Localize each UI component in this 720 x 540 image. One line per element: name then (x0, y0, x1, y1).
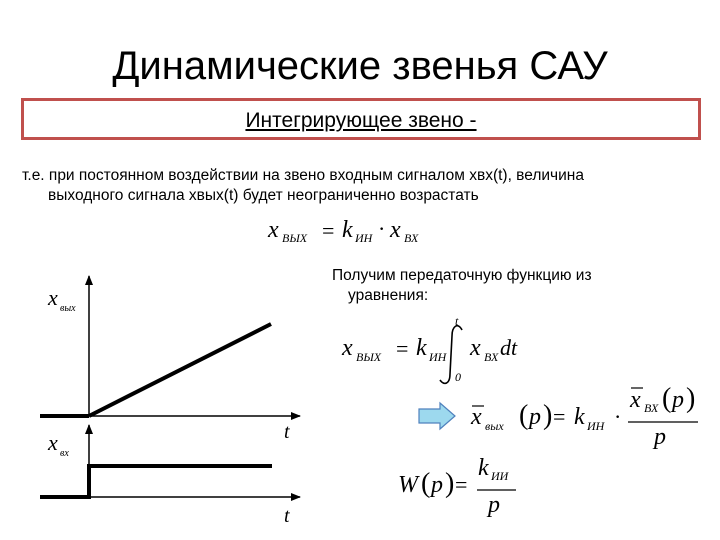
input-step-line (40, 466, 272, 497)
input-y-label: x (48, 430, 58, 455)
input-y-label-sub: вх (60, 448, 69, 459)
output-graph (40, 276, 300, 443)
description-line1: т.е. при постоянном воздействии на звено входным сигналом xвх(t), величина (22, 167, 584, 184)
right-arrow-icon (419, 403, 455, 429)
input-graph (40, 425, 300, 527)
description-line2: выходного сигнала xвых(t) будет неограниченно возрастать (48, 187, 479, 204)
slide-title: Динамические звенья САУ (112, 44, 608, 88)
formula-marks (440, 326, 698, 490)
input-x-label: t (284, 505, 290, 527)
note-line1: Получим передаточную функцию из (332, 267, 592, 284)
output-y-label-sub: вых (60, 303, 76, 314)
output-y-label: x (48, 285, 58, 310)
output-x-label: t (284, 421, 290, 443)
integral-sign (440, 326, 462, 384)
box-label: Интегрирующее звено - (245, 109, 477, 132)
note-line2: уравнения: (348, 287, 429, 304)
output-ramp-line (89, 324, 271, 416)
